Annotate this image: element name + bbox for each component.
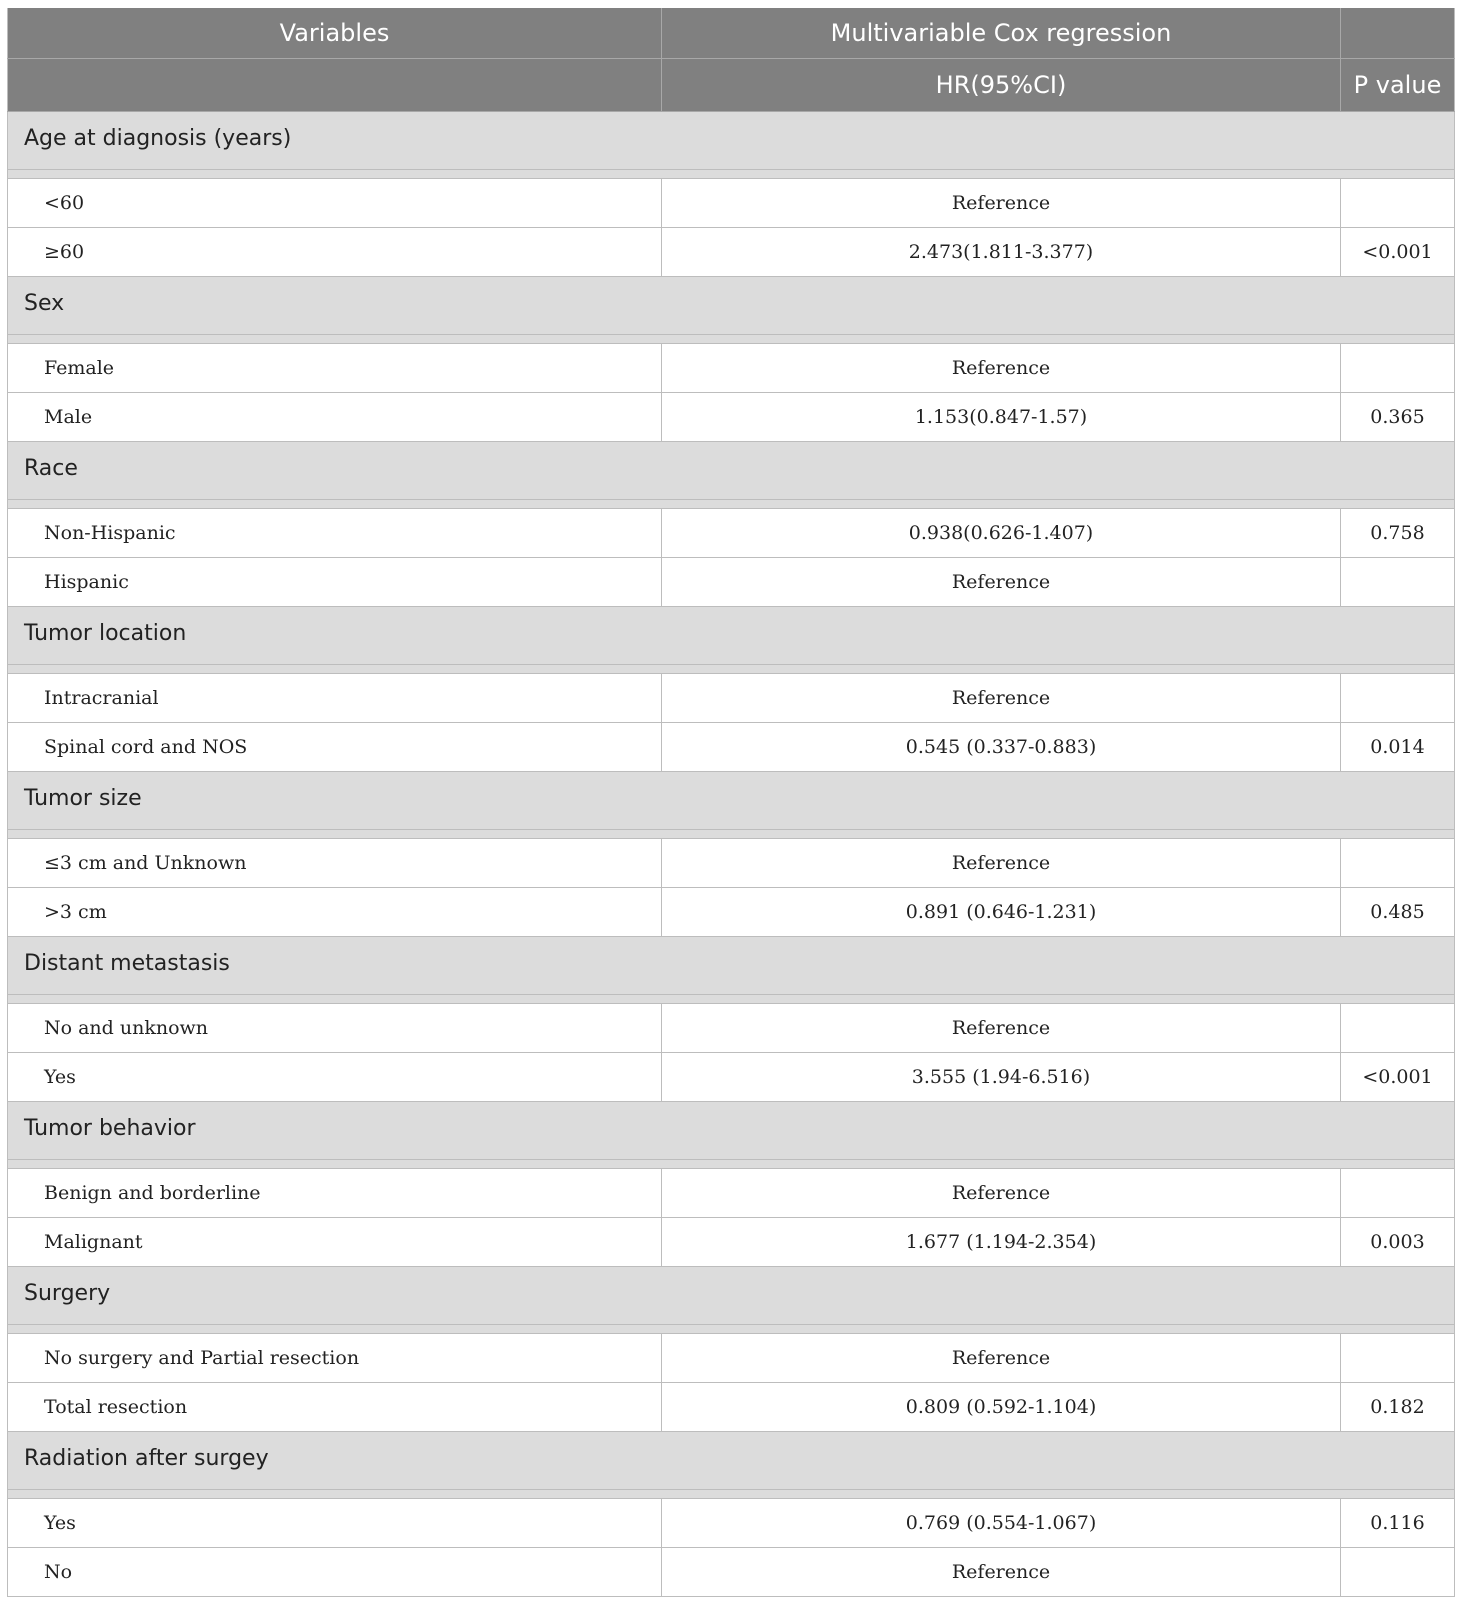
table-row bbox=[8, 1499, 1455, 1548]
cox-regression-table bbox=[7, 8, 1455, 1597]
variable-cell: Female bbox=[8, 344, 662, 393]
p-value-cell: 0.758 bbox=[1341, 509, 1455, 558]
p-value-cell bbox=[1341, 1169, 1455, 1218]
section-spacer bbox=[8, 335, 1455, 344]
hr-cell: Reference bbox=[662, 1004, 1341, 1053]
hr-cell: 0.809 (0.592-1.104) bbox=[662, 1383, 1341, 1432]
p-value-cell: <0.001 bbox=[1341, 228, 1455, 277]
header-variables: Variables bbox=[8, 8, 662, 59]
section-spacer-cell bbox=[8, 995, 1455, 1004]
hr-cell: 1.153(0.847-1.57) bbox=[662, 393, 1341, 442]
variable-cell: Non-Hispanic bbox=[8, 509, 662, 558]
p-value-cell bbox=[1341, 1004, 1455, 1053]
section-spacer bbox=[8, 830, 1455, 839]
header-model: Multivariable Cox regression bbox=[662, 8, 1341, 59]
section-title: Age at diagnosis (years) bbox=[8, 112, 1455, 170]
section-spacer-cell bbox=[8, 1325, 1455, 1334]
table-row bbox=[8, 558, 1455, 607]
variable-cell: Yes bbox=[8, 1053, 662, 1102]
hr-cell: 2.473(1.811-3.377) bbox=[662, 228, 1341, 277]
p-value-cell bbox=[1341, 1334, 1455, 1383]
hr-cell: Reference bbox=[662, 558, 1341, 607]
section-header-row bbox=[8, 112, 1455, 170]
variable-cell: No and unknown bbox=[8, 1004, 662, 1053]
table-row bbox=[8, 228, 1455, 277]
table-header bbox=[8, 8, 1455, 112]
header-blank bbox=[1341, 8, 1455, 59]
section-spacer bbox=[8, 1160, 1455, 1169]
section-header-row bbox=[8, 772, 1455, 830]
p-value-cell bbox=[1341, 558, 1455, 607]
p-value-cell bbox=[1341, 1548, 1455, 1597]
section-header-row bbox=[8, 1432, 1455, 1490]
section-title: Race bbox=[8, 442, 1455, 500]
variable-cell: Intracranial bbox=[8, 674, 662, 723]
p-value-cell: 0.365 bbox=[1341, 393, 1455, 442]
section-spacer bbox=[8, 170, 1455, 179]
section-title: Surgery bbox=[8, 1267, 1455, 1325]
hr-cell: 0.545 (0.337-0.883) bbox=[662, 723, 1341, 772]
section-header-row bbox=[8, 937, 1455, 995]
table-row bbox=[8, 509, 1455, 558]
variable-cell: ≥60 bbox=[8, 228, 662, 277]
variable-cell: Total resection bbox=[8, 1383, 662, 1432]
variable-cell: <60 bbox=[8, 179, 662, 228]
table-row bbox=[8, 723, 1455, 772]
table-row bbox=[8, 1169, 1455, 1218]
hr-cell: Reference bbox=[662, 839, 1341, 888]
section-title: Tumor behavior bbox=[8, 1102, 1455, 1160]
p-value-cell bbox=[1341, 674, 1455, 723]
p-value-cell bbox=[1341, 179, 1455, 228]
header-hr: HR(95%CI) bbox=[662, 59, 1341, 112]
table-row bbox=[8, 839, 1455, 888]
section-spacer-cell bbox=[8, 1490, 1455, 1499]
section-header-row bbox=[8, 1102, 1455, 1160]
p-value-cell: <0.001 bbox=[1341, 1053, 1455, 1102]
section-title: Radiation after surgey bbox=[8, 1432, 1455, 1490]
section-header-row bbox=[8, 607, 1455, 665]
variable-cell: Hispanic bbox=[8, 558, 662, 607]
section-spacer-cell bbox=[8, 1160, 1455, 1169]
section-spacer-cell bbox=[8, 170, 1455, 179]
hr-cell: 1.677 (1.194-2.354) bbox=[662, 1218, 1341, 1267]
table-row bbox=[8, 1548, 1455, 1597]
header-p-value: P value bbox=[1341, 59, 1455, 112]
variable-cell: Malignant bbox=[8, 1218, 662, 1267]
header-row-1 bbox=[8, 8, 1455, 59]
table-row bbox=[8, 1383, 1455, 1432]
table-row bbox=[8, 344, 1455, 393]
section-title: Distant metastasis bbox=[8, 937, 1455, 995]
hr-cell: 3.555 (1.94-6.516) bbox=[662, 1053, 1341, 1102]
section-spacer-cell bbox=[8, 665, 1455, 674]
variable-cell: No surgery and Partial resection bbox=[8, 1334, 662, 1383]
section-spacer bbox=[8, 1490, 1455, 1499]
section-spacer-cell bbox=[8, 500, 1455, 509]
section-header-row bbox=[8, 277, 1455, 335]
table-row bbox=[8, 1334, 1455, 1383]
p-value-cell bbox=[1341, 344, 1455, 393]
hr-cell: Reference bbox=[662, 674, 1341, 723]
variable-cell: Male bbox=[8, 393, 662, 442]
p-value-cell: 0.182 bbox=[1341, 1383, 1455, 1432]
variable-cell: Yes bbox=[8, 1499, 662, 1548]
variable-cell: No bbox=[8, 1548, 662, 1597]
section-title: Sex bbox=[8, 277, 1455, 335]
section-spacer-cell bbox=[8, 335, 1455, 344]
section-title: Tumor size bbox=[8, 772, 1455, 830]
hr-cell: Reference bbox=[662, 1334, 1341, 1383]
hr-cell: Reference bbox=[662, 344, 1341, 393]
section-spacer bbox=[8, 995, 1455, 1004]
section-header-row bbox=[8, 1267, 1455, 1325]
table-row bbox=[8, 179, 1455, 228]
section-spacer bbox=[8, 1325, 1455, 1334]
variable-cell: Spinal cord and NOS bbox=[8, 723, 662, 772]
variable-cell: Benign and borderline bbox=[8, 1169, 662, 1218]
p-value-cell: 0.014 bbox=[1341, 723, 1455, 772]
hr-cell: 0.769 (0.554-1.067) bbox=[662, 1499, 1341, 1548]
p-value-cell bbox=[1341, 839, 1455, 888]
section-spacer bbox=[8, 665, 1455, 674]
section-header-row bbox=[8, 442, 1455, 500]
table-row bbox=[8, 888, 1455, 937]
variable-cell: >3 cm bbox=[8, 888, 662, 937]
section-spacer-cell bbox=[8, 830, 1455, 839]
table-row bbox=[8, 1053, 1455, 1102]
hr-cell: 0.938(0.626-1.407) bbox=[662, 509, 1341, 558]
header-blank-left bbox=[8, 59, 662, 112]
variable-cell: ≤3 cm and Unknown bbox=[8, 839, 662, 888]
table-row bbox=[8, 674, 1455, 723]
hr-cell: Reference bbox=[662, 1548, 1341, 1597]
hr-cell: Reference bbox=[662, 179, 1341, 228]
header-row-2 bbox=[8, 59, 1455, 112]
p-value-cell: 0.485 bbox=[1341, 888, 1455, 937]
hr-cell: Reference bbox=[662, 1169, 1341, 1218]
p-value-cell: 0.116 bbox=[1341, 1499, 1455, 1548]
hr-cell: 0.891 (0.646-1.231) bbox=[662, 888, 1341, 937]
table-row bbox=[8, 393, 1455, 442]
table-row bbox=[8, 1004, 1455, 1053]
table-body bbox=[8, 112, 1455, 1597]
regression-table-container bbox=[7, 8, 1454, 1597]
table-row bbox=[8, 1218, 1455, 1267]
section-title: Tumor location bbox=[8, 607, 1455, 665]
section-spacer bbox=[8, 500, 1455, 509]
p-value-cell: 0.003 bbox=[1341, 1218, 1455, 1267]
